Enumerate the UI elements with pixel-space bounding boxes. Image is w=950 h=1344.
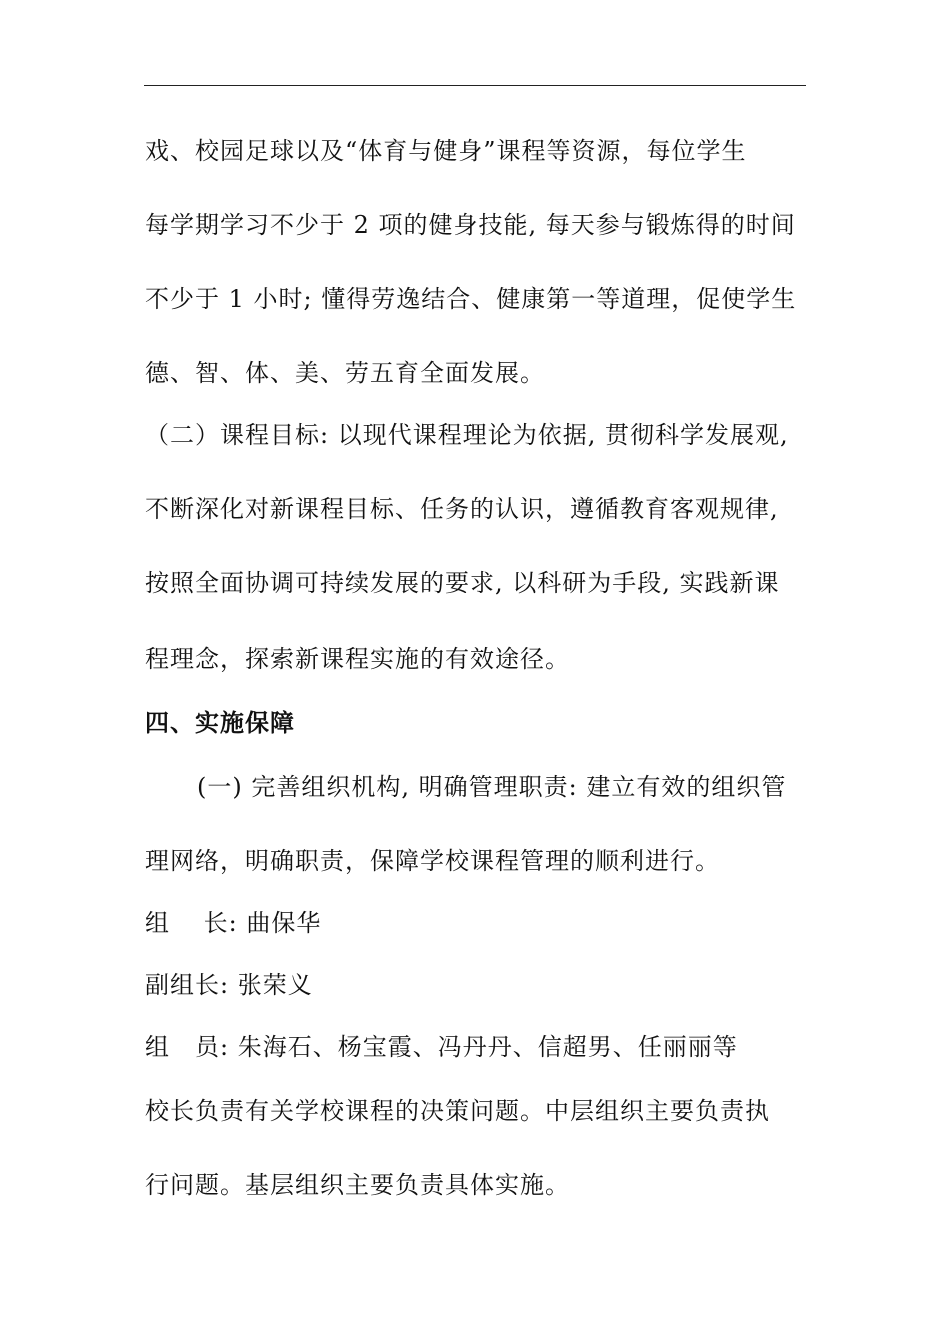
paragraph-line: 理网络，明确职责，保障学校课程管理的顺利进行。 xyxy=(145,847,720,875)
paragraph-line: 行问题。基层组织主要负责具体实施。 xyxy=(145,1171,570,1199)
deputy-row: 副组长: 张荣义 xyxy=(145,971,313,999)
paragraph-line: (一) 完善组织机构, 明确管理职责: 建立有效的组织管 xyxy=(197,773,787,801)
paragraph-line: 校长负责有关学校课程的决策问题。中层组织主要负责执 xyxy=(145,1097,770,1125)
header-rule xyxy=(144,85,806,86)
paragraph-line: 按照全面协调可持续发展的要求, 以科研为手段, 实践新课 xyxy=(145,569,780,597)
section-heading: 四、实施保障 xyxy=(145,709,295,737)
paragraph-line: 戏、校园足球以及“体育与健身”课程等资源，每位学生 xyxy=(145,137,747,165)
paragraph-line: 不少于 1 小时; 懂得劳逸结合、健康第一等道理，促使学生 xyxy=(145,285,797,313)
paragraph-line: 每学期学习不少于 2 项的健身技能, 每天参与锻炼得的时间 xyxy=(145,211,796,239)
paragraph-line: 不断深化对新课程目标、任务的认识，遵循教育客观规律, xyxy=(145,495,779,523)
paragraph-line: （二）课程目标: 以现代课程理论为依据, 贯彻科学发展观, xyxy=(145,421,789,449)
paragraph-line: 程理念，探索新课程实施的有效途径。 xyxy=(145,645,570,673)
leader-row: 组 长: 曲保华 xyxy=(145,909,322,937)
paragraph-line: 德、智、体、美、劳五育全面发展。 xyxy=(145,359,545,387)
members-row: 组 员: 朱海石、杨宝霞、冯丹丹、信超男、任丽丽等 xyxy=(145,1033,738,1061)
